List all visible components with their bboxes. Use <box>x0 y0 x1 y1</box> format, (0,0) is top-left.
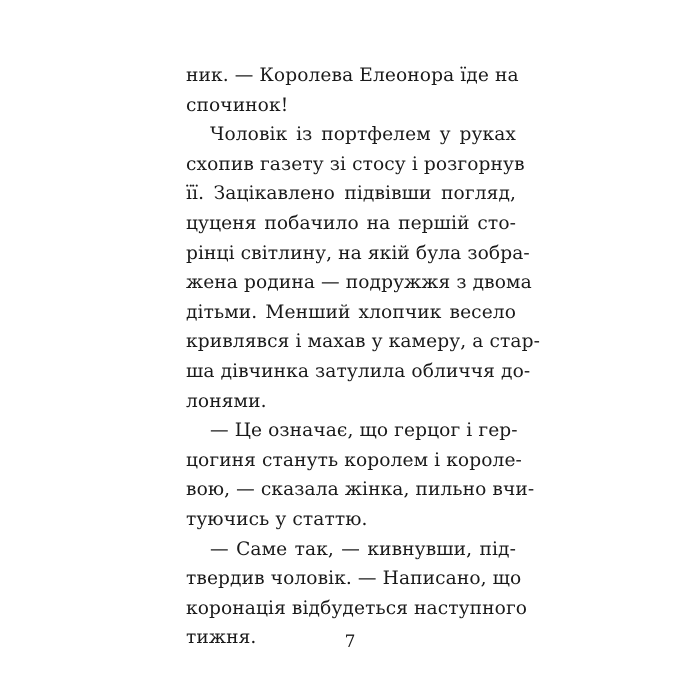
text-line: кривлявся і махав у камеру, а стар- <box>186 331 540 353</box>
text-line: цуценя побачило на першій сто- <box>186 212 516 234</box>
text-line: тижня. <box>186 627 257 649</box>
page-number: 7 <box>344 632 356 652</box>
text-line: схопив газету зі стосу і розгорнув <box>186 153 525 175</box>
body-text <box>186 61 540 653</box>
text-line: — Саме так, — кивнувши, під- <box>210 538 516 560</box>
text-line: спочинок! <box>186 94 289 116</box>
text-line: жена родина — подружжя з двома <box>186 272 532 294</box>
text-line: твердив чоловік. — Написано, що <box>186 568 522 590</box>
text-line: — Це означає, що герцог і гер- <box>210 420 518 442</box>
text-line: рінці світлину, на якій була зобра- <box>186 242 530 264</box>
text-line: ша дівчинка затулила обличчя до- <box>186 360 531 382</box>
text-line: коронація відбудеться наступного <box>186 597 528 619</box>
text-line: туючись у статтю. <box>186 508 368 530</box>
text-line: дітьми. Менший хлопчик весело <box>186 301 516 323</box>
text-line: ник. — Королева Елеонора їде на <box>186 65 519 86</box>
text-line: лонями. <box>186 390 267 412</box>
text-line: цогиня стануть королем і короле- <box>186 449 522 471</box>
text-line: Чоловік із портфелем у руках <box>210 124 516 146</box>
text-line: її. Зацікавлено підвівши погляд, <box>186 183 516 205</box>
text-line: вою, — сказала жінка, пильно вчи- <box>186 479 535 501</box>
